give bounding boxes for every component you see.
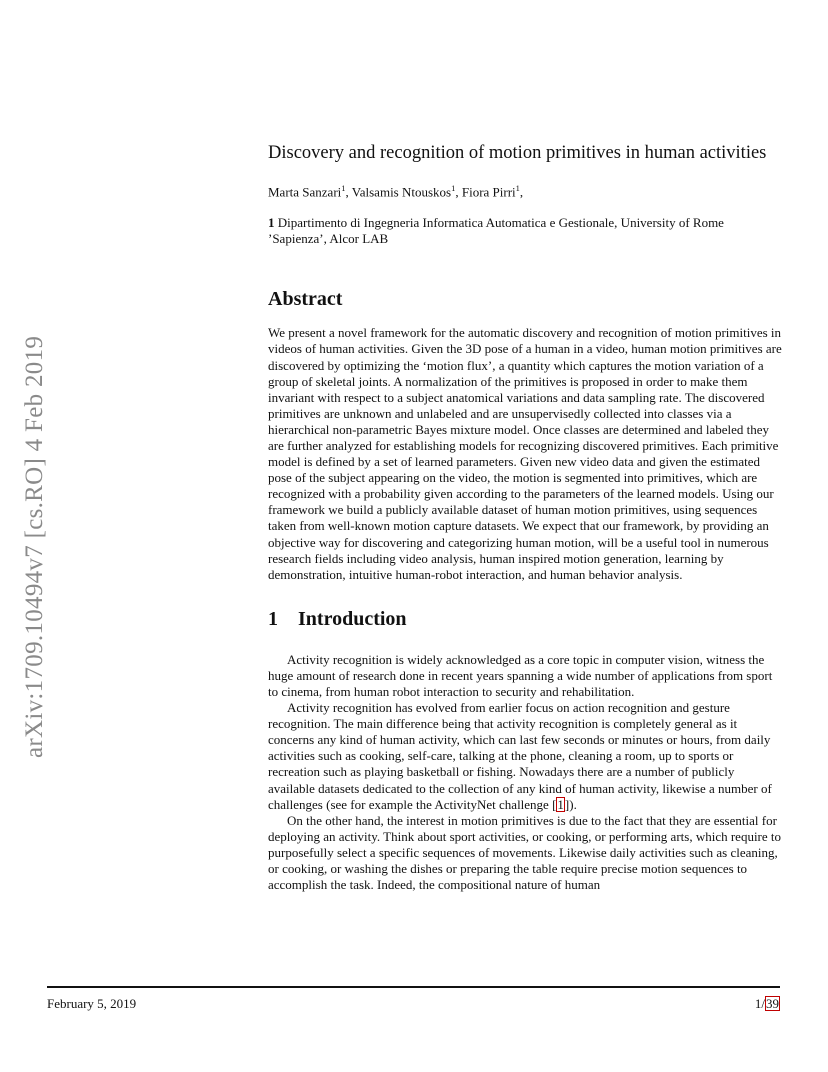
- affiliation-text: Dipartimento di Ingegneria Informatica Automatica e Gestionale, University of Rome ’Sapienza’, Alcor LAB: [268, 215, 724, 247]
- author-list: [268, 180, 782, 200]
- arxiv-identifier-stamp: arXiv:1709.10494v7 [cs.RO] 4 Feb 2019: [21, 335, 48, 758]
- affiliation: [268, 215, 782, 247]
- author-name: Valsamis Ntouskos: [351, 184, 452, 200]
- intro-paragraph: On the other hand, the interest in motion primitives is due to the fact that they are essential for deploying an activity. Think about sport activities, or cooking, or performing arts, which require to purposefully select a specific sequences of movements. Likewise daily activities such as cleaning, or cooking, or washing the dishes or preparing the table require precise motion sequences to accomplish the task. Indeed, the compositional nature of human: [268, 812, 782, 893]
- author-name: Marta Sanzari: [268, 184, 342, 200]
- footer-divider: [47, 986, 780, 988]
- affiliation-number: 1: [268, 215, 275, 231]
- author-affiliation-mark: 1: [515, 183, 520, 193]
- intro-paragraph: [268, 700, 782, 813]
- footer-date: February 5, 2019: [47, 996, 137, 1011]
- section-title: Introduction: [298, 607, 407, 630]
- intro-paragraph-text: Activity recognition has evolved from earlier focus on action recognition and gesture recognition. The main difference being that activity recognition is completely general as it concerns any kind of human activity, which can last few seconds or minutes or hours, from daily activities such as cooking, self-care, talking at the phone, cleaning a room, up to sports or recreation such as playing basketball or fishing. Nowadays there are a number of publicly available datasets dedicated to the collection of any kind of human activity, likewise a number of challenges (see for example the ActivityNet challenge [: [268, 700, 772, 812]
- page-content: [268, 143, 782, 893]
- introduction-body: [268, 652, 782, 893]
- abstract-heading: Abstract: [268, 288, 343, 311]
- author-name: Fiora Pirri: [461, 184, 516, 200]
- section-heading-introduction: [268, 607, 782, 631]
- section-number: 1: [268, 607, 278, 630]
- page-current: 1/: [754, 996, 765, 1011]
- footer-page-number: [755, 996, 780, 1012]
- author-affiliation-mark: 1: [451, 183, 456, 193]
- author-separator: ,: [345, 184, 352, 200]
- intro-paragraph: Activity recognition is widely acknowledged as a core topic in computer vision, witness the huge amount of research done in recent years spanning a wide number of applications from sport to cinema, from human robot interaction to security and rehabilitation.: [268, 651, 773, 700]
- author-trailing-comma: ,: [519, 184, 524, 200]
- author-separator: ,: [455, 184, 462, 200]
- page-total-link[interactable]: 39: [766, 996, 779, 1011]
- intro-paragraph-text: ]).: [564, 796, 577, 812]
- author-affiliation-mark: 1: [341, 183, 346, 193]
- abstract-body: We present a novel framework for the automatic discovery and recognition of motion primitives in videos of human activities. Given the 3D pose of a human in a video, human motion primitives are discovered by optimizing the ‘motion flux’, a quantity which captures the motion variation of a group of skeletal joints. A normalization of the primitives is proposed in order to make them invariant with respect to a subject anatomical variations and data sampling rate. The discovered primitives are unknown and unlabeled and are unsupervisedly collected into classes via a hierarchical non-parametric Bayes mixture model. Once classes are determined and labeled they are further analyzed for establishing models for recognizing discovered primitives. Each primitive model is defined by a set of learned parameters. Given new video data and given the estimated pose of the subject appearing on the video, the motion is segmented into primitives, which are recognized with a probability given according to the parameters of the learned models. Using our framework we build a publicly available dataset of human motion primitives, using sequences taken from well-known motion capture datasets. We expect that our framework, by providing an objective way for discovering and categorizing human motion, will be a useful tool in numerous research fields including video analysis, human inspired motion generation, learning by demonstration, intuitive human-robot interaction, and human behavior analysis.: [268, 325, 782, 582]
- paper-title: Discovery and recognition of motion primitives in human activities: [268, 143, 767, 163]
- citation-link[interactable]: 1: [557, 796, 564, 812]
